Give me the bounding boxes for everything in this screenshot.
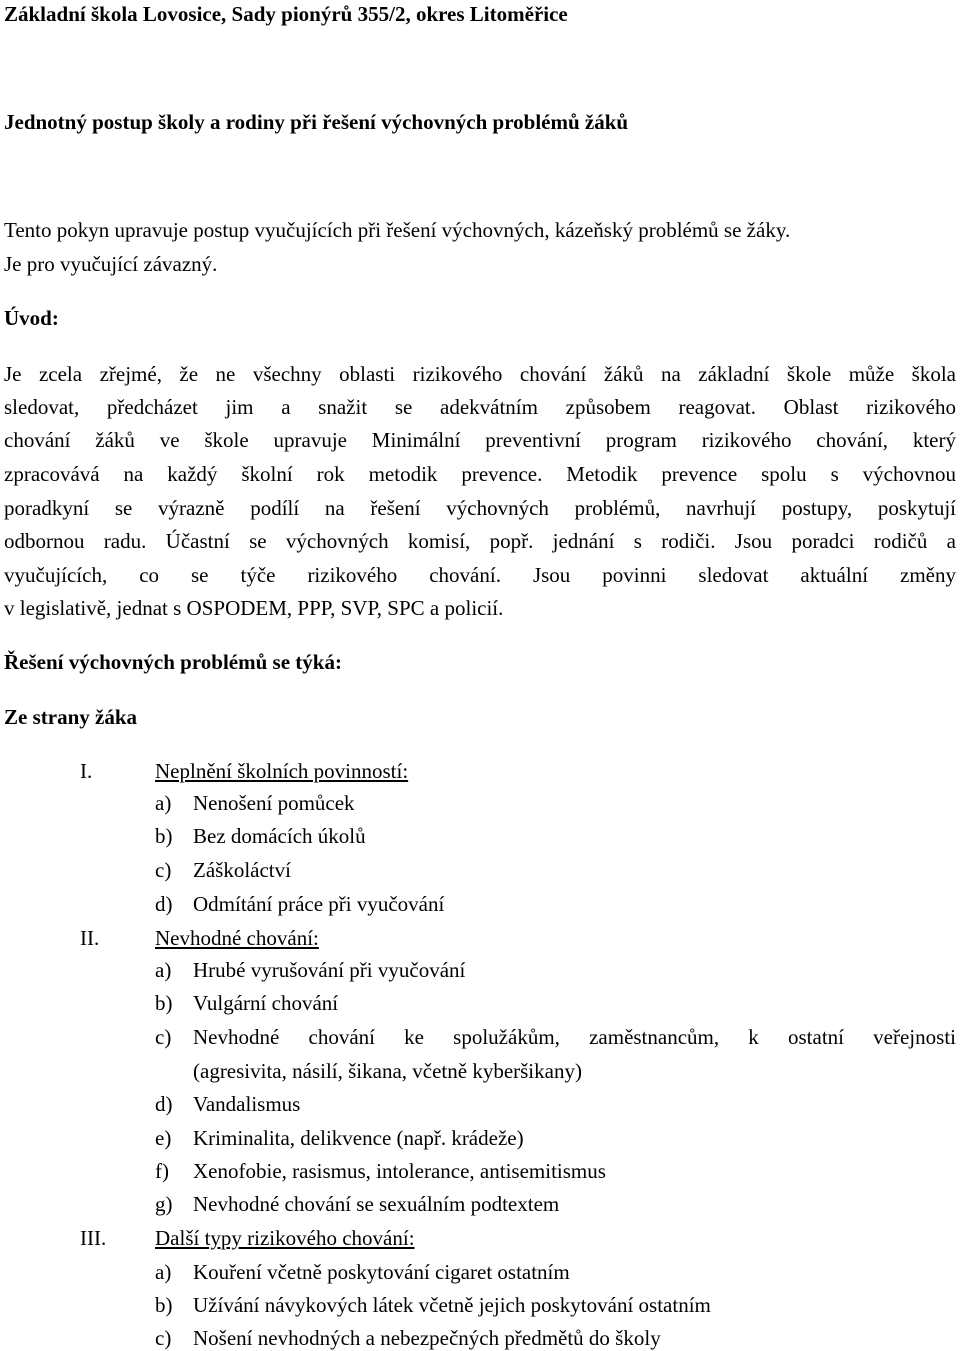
- list-item-letter: a): [155, 1260, 172, 1284]
- list-item-letter: f): [155, 1159, 169, 1183]
- list-item-letter: d): [155, 892, 173, 916]
- uvod-paragraph-line: vyučujících, co se týče rizikového chování. Jsou povinni sledovat aktuální změny: [4, 563, 956, 587]
- section-numeral: I.: [80, 759, 93, 783]
- uvod-paragraph-line: poradkyní se výrazně podílí na řešení výchovných problémů, navrhují postupy, poskytují: [4, 496, 956, 520]
- uvod-paragraph-line: sledovat, předcházet jim a snažit se adekvátním způsobem reagovat. Oblast rizikového: [4, 395, 956, 419]
- list-item-letter: b): [155, 991, 173, 1015]
- reseni-heading: Řešení výchovných problémů se týká:: [4, 650, 342, 674]
- list-item-letter: a): [155, 958, 172, 982]
- list-item-letter: b): [155, 1293, 173, 1317]
- section-title: Další typy rizikového chování:: [155, 1226, 415, 1250]
- list-item-letter: c): [155, 1326, 172, 1350]
- uvod-paragraph-line: chování žáků ve škole upravuje Minimální preventivní program rizikového chování, který: [4, 428, 956, 452]
- list-item: Vulgární chování: [193, 991, 339, 1015]
- reseni-subheading: Ze strany žáka: [4, 705, 137, 729]
- list-item-letter: c): [155, 1025, 172, 1049]
- list-item: Kouření včetně poskytování cigaret ostatním: [193, 1260, 570, 1284]
- list-item: Nošení nevhodných a nebezpečných předmětů do školy: [193, 1326, 661, 1350]
- intro-line-2: Je pro vyučující závazný.: [4, 252, 218, 276]
- list-item: Nenošení pomůcek: [193, 791, 355, 815]
- list-item: Užívání návykových látek včetně jejich poskytování ostatním: [193, 1293, 711, 1317]
- list-item: Nevhodné chování se sexuálním podtextem: [193, 1192, 560, 1216]
- list-item: Záškoláctví: [193, 858, 291, 882]
- list-item-letter: g): [155, 1192, 173, 1216]
- uvod-paragraph-line: odbornou radu. Účastní se výchovných komisí, popř. jednání s rodiči. Jsou poradci rodičů a: [4, 529, 956, 553]
- section-numeral: III.: [80, 1226, 107, 1250]
- section-title: Nevhodné chování:: [155, 926, 319, 950]
- list-item-letter: c): [155, 858, 172, 882]
- uvod-paragraph-line: zpracovává na každý školní rok metodik prevence. Metodik prevence spolu s výchovnou: [4, 462, 956, 486]
- section-numeral: II.: [80, 926, 100, 950]
- list-item: Odmítání práce při vyučování: [193, 892, 445, 916]
- list-item-letter: d): [155, 1092, 173, 1116]
- intro-line-1: Tento pokyn upravuje postup vyučujících při řešení výchovných, kázeňský problémů se žáky.: [4, 218, 791, 242]
- list-item: Kriminalita, delikvence (např. krádeže): [193, 1126, 524, 1150]
- list-item-letter: a): [155, 791, 172, 815]
- list-item: Bez domácích úkolů: [193, 824, 366, 848]
- section-title: Neplnění školních povinností:: [155, 759, 409, 783]
- uvod-heading: Úvod:: [4, 306, 59, 330]
- list-item-letter: e): [155, 1126, 172, 1150]
- list-item: Vandalismus: [193, 1092, 301, 1116]
- school-header: Základní škola Lovosice, Sady pionýrů 355/2, okres Litoměřice: [4, 2, 568, 26]
- list-item: Hrubé vyrušování při vyučování: [193, 958, 466, 982]
- list-item: Xenofobie, rasismus, intolerance, antisemitismus: [193, 1159, 606, 1183]
- document-title: Jednotný postup školy a rodiny při řešení výchovných problémů žáků: [4, 110, 629, 134]
- list-item: Nevhodné chování ke spolužákům, zaměstnancům, k ostatní veřejnosti: [193, 1025, 956, 1049]
- list-item-letter: b): [155, 824, 173, 848]
- uvod-paragraph-line: v legislativě, jednat s OSPODEM, PPP, SVP, SPC a policií.: [4, 596, 504, 620]
- uvod-paragraph-line: Je zcela zřejmé, že ne všechny oblasti rizikového chování žáků na základní škole může škola: [4, 362, 956, 386]
- list-item-continuation: (agresivita, násilí, šikana, včetně kyberšikany): [193, 1059, 582, 1083]
